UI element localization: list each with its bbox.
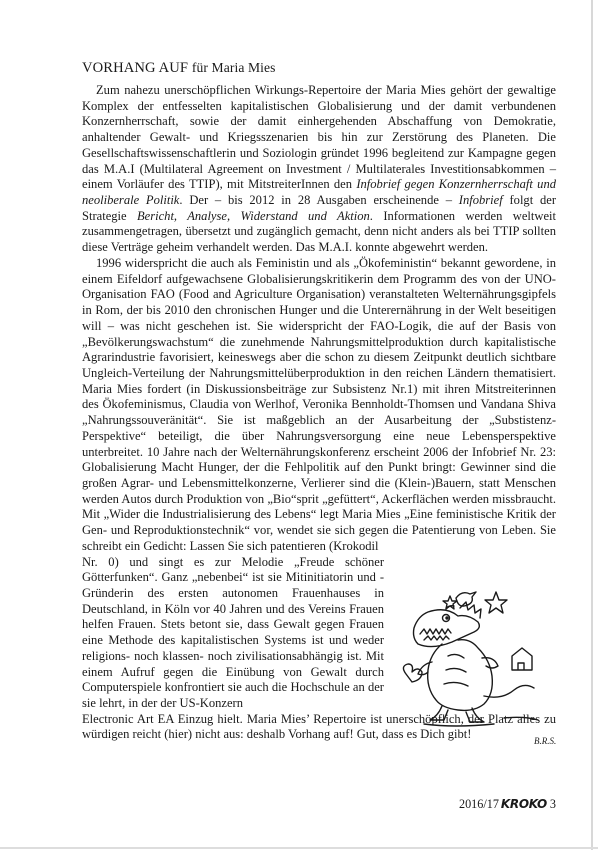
crocodile-body xyxy=(428,640,493,711)
headline-caps: VORHANG AUF xyxy=(82,60,189,76)
illustration-signature: B.R.S. xyxy=(534,736,556,746)
star-icon xyxy=(485,592,507,613)
italic-run: Infobrief xyxy=(458,193,503,208)
page-footer xyxy=(459,797,556,812)
paragraph-wrap: Nr. 0) und singt es zur Melodie „Freude schöner Götterfunken“. Ganz „nebenbei“ ist sie Mitinitiatorin und -Gründerin des ersten autonomen Frauenhauses in Deutschland, in Köln vor 40 Jahren und des Vereins Frauen helfen Frauen. Stets betont sie, dass Gewalt gegen Frauen eine Methode des kapitalistischen Systems ist und weder religions- noch klassen- noch zivilisationsabhängig ist. Mit einem Aufruf gegen die Einübung von Gewalt durch Computerspiele konfrontiert sie auch die Hochschule an der sie lehrt, in der der US-Konzern xyxy=(82,554,384,711)
paragraph-intro xyxy=(82,83,556,256)
headline-rest: für Maria Mies xyxy=(191,60,276,75)
footer-issue: 2016/17 xyxy=(458,797,499,811)
text-run: . Informationen werden weltweit zusammengetragen, übersetzt und zugänglich gemacht, denn nicht anders als bei TTIP sollten diese Verträge geheim verhandelt werden. Das M.A.I. konnte abgewehrt werden. xyxy=(82,208,556,255)
text-run: . Der – bis 2012 in 28 Ausgaben erscheinende – xyxy=(179,193,459,208)
text-run: folgt der Strategie xyxy=(82,193,556,223)
text-wrap-zone xyxy=(82,555,384,712)
page-number: 3 xyxy=(549,797,556,811)
star-icon xyxy=(443,596,457,609)
italic-run: Bericht, Analyse, Widerstand und Aktion xyxy=(137,208,370,223)
paragraph-closing: Electronic Art EA Einzug hielt. Maria Mies’ Repertoire ist unerschöpflich, der Platz alles zu würdigen reicht (hier) nicht aus: deshalb Vorhang auf! Gut, dass es Dich gibt! xyxy=(82,711,556,742)
text-run: Zum nahezu unerschöpflichen Wirkungs-Repertoire der Maria Mies gehört der gewaltige Komplex der entfesselten kapitalistischen Globalisierung und der damit verbundenen Konzernherrschaft, sowie der damit einhergehenden Abschaffung von Demokratie, anhaltender Gewalt- und Kriegsszenarien bis hin zur Zerstörung des Planeten. Die Gesellschaftswissenschaftlerin und Soziologin gründet 1996 begleitend zur Kampagne gegen das M.A.I (Multilateral Agreement on Investment / Multilaterales Investitionsabkommen – einem Vorläufer des TTIP), mit MitstreiterInnen den xyxy=(82,83,556,192)
magazine-logo: KROKO xyxy=(500,797,547,811)
krokodil-cartoon-illustration xyxy=(384,578,556,750)
article-headline xyxy=(82,60,542,77)
italic-run: Infobrief gegen Konzernherrschaft und neoliberale Politik xyxy=(82,177,556,208)
paragraph-main: 1996 widerspricht die auch als Feministin und als „Ökofeministin“ bekannt gewordene, in einem Eifeldorf aufgewachsene Globalisierungskritikerin dem Programm des von der UNO-Organisation FAO (Food and Agriculture Organisation) veranstalteten Welternährungsgipfels in Rom, der bis 2010 den chronischen Hunger und die Unterernährung in der Welt beseitigen will – was nicht geschehen ist. Sie widerspricht der FAO-Logik, die auf der Basis von „Bevölkerungswachstum“ die zunehmende Nahrungsmittelproduktion durch kapitalistische Agrarindustrie favorisiert, keineswegs aber die schon zu diesem Zeitpunkt deutlich sichtbare Ungleich-Verteilung der Nahrungsmittelüberproduktion in den reichen Ländern thematisiert. Maria Mies fordert (in Diskussionsbeiträge zur Subsistenz Nr.1) mit ihren Mitstreiterinnen des Ökofeminismus, Claudia von Werlhof, Veronika Bennholdt-Thomsen und Vandana Shiva „Nahrungssouveränität“. Sie ist maßgeblich an der Ausarbeitung der „Substistenz-Perspektive“ beteiligt, die über Nahrungsversorgung eine neue Lebensperspektive unterbreitet. 10 Jahre nach der Welternährungskonferenz erscheint 2006 der Infobrief Nr. 23: Globalisierung Macht Hunger, der die Fehlpolitik auf den Punkt bringt: Gewinner sind die großen Agrar- und Lebensmittelkonzerne, Verlierer sind die (Klein-)Bauern, statt Menschen werden Autos durch Produktion von „Bio“sprit „gefüttert“, Ackerflächen werden missbraucht. Mit „Wider die Industrialisierung des Lebens“ legt Maria Mies „Eine feministische Kritik der Gen- und Reproduktionstechnik“ vor, wendet sie sich gegen die Patentierung von Leben. Sie schreibt ein Gedicht: Lassen Sie sich patentieren (Krokodil xyxy=(82,255,556,553)
